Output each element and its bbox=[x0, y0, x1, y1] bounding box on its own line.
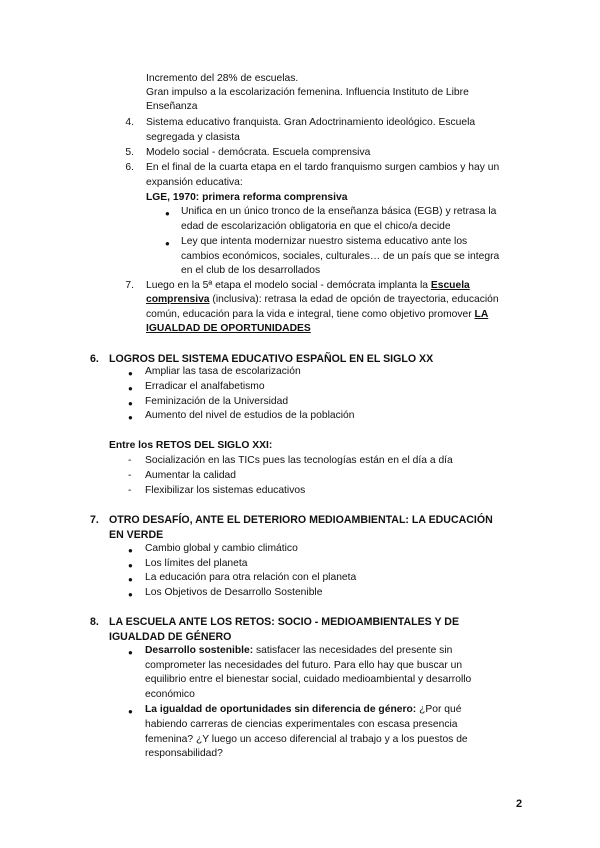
list-number: 7. bbox=[125, 280, 134, 291]
s8-bullet-text: económico bbox=[145, 689, 195, 700]
item7-text: Luego en la 5ª etapa el modelo social - demócrata implanta la bbox=[146, 280, 431, 291]
item7-line1 bbox=[146, 279, 470, 294]
s8-bullet-text: habiendo carreras de ciencias experimentales con escasa presencia bbox=[145, 719, 458, 730]
bullet-icon: ● bbox=[165, 239, 170, 248]
section-title: OTRO DESAFÍO, ANTE EL DETERIORO MEDIOAMBIENTAL: LA EDUCACIÓN bbox=[109, 514, 493, 526]
bullet-icon: ● bbox=[128, 590, 133, 599]
continuation-line: Enseñanza bbox=[146, 101, 198, 112]
s8-bullet-text: femenina? ¿Y luego un acceso diferencial al trabajo y a los puestos de bbox=[145, 734, 468, 745]
dash-icon: - bbox=[128, 470, 132, 481]
s8-bullet-line bbox=[145, 644, 452, 659]
page-number: 2 bbox=[516, 798, 523, 810]
continuation-line: Incremento del 28% de escuelas. bbox=[146, 73, 299, 84]
item7-emphasis: LA bbox=[474, 309, 489, 320]
list-item: Flexibilizar los sistemas educativos bbox=[145, 485, 306, 496]
list-number: 5. bbox=[125, 147, 134, 158]
section-number: 7. bbox=[90, 514, 99, 526]
s8-bullet-text: satisfacer las necesidades del presente sin bbox=[253, 645, 453, 656]
section-title: LA ESCUELA ANTE LOS RETOS: SOCIO - MEDIOAMBIENTALES Y DE bbox=[109, 616, 460, 628]
section-number: 8. bbox=[90, 616, 99, 628]
section-title: EN VERDE bbox=[109, 529, 164, 541]
section-title: LOGROS DEL SISTEMA EDUCATIVO ESPAÑOL EN EL SIGLO XX bbox=[109, 353, 434, 365]
s8-bullet-text: ¿Por qué bbox=[416, 704, 462, 715]
list-item-text: Sistema educativo franquista. Gran Adoctrinamiento ideológico. Escuela bbox=[146, 117, 476, 128]
list-item-text: expansión educativa: bbox=[146, 177, 243, 188]
bullet-icon: ● bbox=[128, 399, 133, 408]
bullet-icon: ● bbox=[128, 413, 133, 422]
bullet-icon: ● bbox=[128, 384, 133, 393]
list-item-text: segregada y clasista bbox=[146, 132, 240, 143]
bullet-icon: ● bbox=[128, 369, 133, 378]
lge-bullet-text: Unifica en un único tronco de la enseñanza básica (EGB) y retrasa la bbox=[181, 206, 497, 217]
list-item: Los Objetivos de Desarrollo Sostenible bbox=[145, 587, 323, 598]
list-item: Socialización en las TICs pues las tecnologías están en el día a día bbox=[145, 455, 453, 466]
s8-bullet-text: equilibrio entre el bienestar social, cuidado medioambiental y desarrollo bbox=[145, 674, 472, 685]
dash-icon: - bbox=[128, 485, 132, 496]
section-title: IGUALDAD DE GÉNERO bbox=[109, 631, 232, 643]
item7-emphasis: Escuela bbox=[430, 280, 470, 291]
list-item-text: Modelo social - demócrata. Escuela comprensiva bbox=[146, 147, 371, 158]
list-item: Aumentar la calidad bbox=[145, 470, 237, 481]
lge-title: LGE, 1970: primera reforma comprensiva bbox=[146, 192, 348, 203]
s8-bullet-text: responsabilidad? bbox=[145, 748, 223, 759]
s8-bullet-text: comprometer las necesidades del futuro. Para ello hay que buscar un bbox=[145, 660, 463, 671]
bullet-icon: ● bbox=[128, 575, 133, 584]
list-number: 6. bbox=[125, 162, 134, 173]
list-item: Ampliar las tasa de escolarización bbox=[145, 366, 301, 377]
item7-text: común, educación para la vida e integral, tiene como objetivo promover bbox=[146, 309, 475, 320]
list-item: Cambio global y cambio climático bbox=[145, 543, 298, 554]
lge-bullet-text: edad de escolarización obligatoria en que el chico/a decide bbox=[181, 221, 451, 232]
bullet-icon: ● bbox=[128, 546, 133, 555]
list-number: 4. bbox=[125, 117, 134, 128]
list-item: Los límites del planeta bbox=[145, 558, 248, 569]
list-item: La educación para otra relación con el planeta bbox=[145, 572, 357, 583]
item7-line3 bbox=[146, 308, 488, 323]
item7-text: (inclusiva): retrasa la edad de opción de trayectoria, educación bbox=[209, 294, 499, 305]
section-number: 6. bbox=[90, 353, 99, 365]
bullet-icon: ● bbox=[165, 209, 170, 218]
s8-bullet-bold: La igualdad de oportunidades sin diferencia de género: bbox=[145, 704, 417, 715]
lge-bullet-text: cambios económicos, sociales, culturales… de un país que se integra bbox=[181, 251, 500, 262]
bullet-icon: ● bbox=[128, 561, 133, 570]
bullet-icon: ● bbox=[128, 648, 133, 657]
retos-title: Entre los RETOS DEL SIGLO XXI: bbox=[109, 440, 273, 451]
lge-bullet-text: en el club de los desarrollados bbox=[181, 265, 321, 276]
lge-bullet-text: Ley que intenta modernizar nuestro sistema educativo ante los bbox=[181, 236, 468, 247]
s8-bullet-line bbox=[145, 703, 461, 718]
list-item: Aumento del nivel de estudios de la población bbox=[145, 410, 355, 421]
dash-icon: - bbox=[128, 455, 132, 466]
list-item: Feminización de la Universidad bbox=[145, 396, 289, 407]
list-item: Erradicar el analfabetismo bbox=[145, 381, 265, 392]
item7-line2 bbox=[146, 293, 499, 308]
s8-bullet-bold: Desarrollo sostenible: bbox=[145, 645, 254, 656]
bullet-icon: ● bbox=[128, 707, 133, 716]
continuation-line: Gran impulso a la escolarización femenina. Influencia Instituto de Libre bbox=[146, 87, 469, 98]
item7-emphasis: IGUALDAD DE OPORTUNIDADES bbox=[146, 323, 311, 334]
item7-emphasis: comprensiva bbox=[146, 294, 210, 305]
list-item-text: En el final de la cuarta etapa en el tardo franquismo surgen cambios y hay un bbox=[146, 162, 500, 173]
